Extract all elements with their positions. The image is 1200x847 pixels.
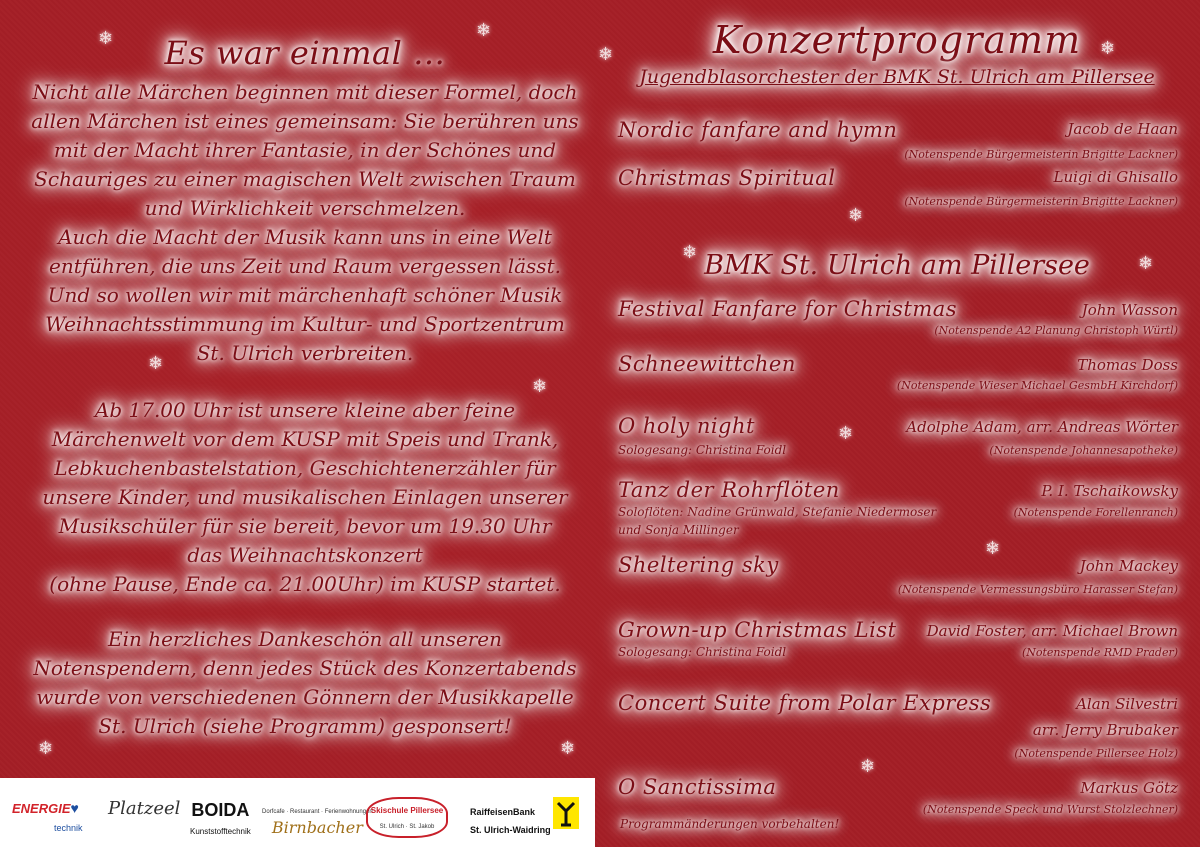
intro-title: Es war einmal …: [164, 34, 446, 72]
raiffeisen-gable-icon: [553, 797, 579, 829]
sponsor-bar: [0, 778, 595, 847]
piece-title: Christmas Spiritual: [618, 166, 836, 190]
platzeel-logo: [108, 798, 180, 819]
text-line: Auch die Macht der Musik kann uns in eine Welt: [58, 225, 552, 249]
birnbacher-name: Birnbacher: [271, 818, 363, 837]
program-list: [612, 0, 1182, 847]
text-line: St. Ulrich (siehe Programm) gesponsert!: [98, 714, 512, 738]
youth-orchestra-heading: Jugendblasorchester der BMK St. Ulrich am Pillersee: [639, 66, 1155, 88]
piece-composer: Luigi di Ghisallo: [1053, 168, 1178, 186]
boida-sub: Kunststofftechnik: [190, 827, 251, 836]
text-line: Notenspendern, denn jedes Stück des Konzertabends: [33, 656, 577, 680]
snowflake-icon: ❄: [598, 44, 614, 65]
piece-composer: Jacob de Haan: [1067, 120, 1178, 138]
energietechnik-sub: technik: [54, 823, 83, 833]
piece-composer: Adolphe Adam, arr. Andreas Wörter: [906, 418, 1178, 436]
piece-soloist: Soloflöten: Nadine Grünwald, Stefanie Niedermoser: [618, 505, 937, 519]
text-line: und Wirklichkeit verschmelzen.: [144, 196, 466, 220]
skischule-sub: St. Ulrich · St. Jakob: [379, 824, 435, 830]
text-line: Nicht alle Märchen beginnen mit dieser Formel, doch: [32, 80, 578, 104]
raiffeisen-cross-icon: [553, 797, 579, 829]
birnbacher-logo: [262, 800, 373, 838]
piece-title: Concert Suite from Polar Express: [618, 691, 992, 715]
piece-composer: John Mackey: [1079, 557, 1178, 575]
heart-icon: ♥: [70, 800, 79, 816]
birnbacher-tagline: Dorfcafe · Restaurant · Ferienwohnungen: [262, 809, 373, 815]
snowflake-icon: ❄: [1100, 38, 1116, 59]
piece-soloist: und Sonja Millinger: [618, 523, 739, 537]
snowflake-icon: ❄: [98, 28, 114, 49]
piece-title: Tanz der Rohrflöten: [618, 478, 840, 502]
piece-title: Festival Fanfare for Christmas: [618, 297, 958, 321]
raiffeisen-branch: St. Ulrich-Waidring: [470, 825, 551, 835]
text-line: Märchenwelt vor dem KUSP mit Speis und Trank,: [51, 427, 559, 451]
text-line: allen Märchen ist eines gemeinsam: Sie berühren uns: [31, 109, 579, 133]
intro-paragraph: [30, 78, 580, 368]
text-line: Weihnachtsstimmung im Kultur- und Sportzentrum: [45, 312, 565, 336]
piece-composer: Alan Silvestri: [1076, 695, 1178, 713]
energietechnik-name: ENERGIE: [12, 801, 71, 816]
program-title: Konzertprogramm: [712, 18, 1082, 62]
piece-soloist: Sologesang: Christina Foidl: [618, 645, 787, 659]
piece-donor: (Notenspende Speck und Wurst Stolzlechner): [922, 803, 1178, 816]
piece-donor: (Notenspende Bürgermeisterin Brigitte Lackner): [904, 148, 1178, 161]
snowflake-icon: ❄: [682, 242, 698, 263]
piece-donor: (Notenspende Pillersee Holz): [1014, 747, 1178, 760]
snowflake-icon: ❄: [148, 353, 164, 374]
energietechnik-logo: [12, 800, 83, 836]
piece-composer: Markus Götz: [1080, 779, 1178, 797]
snowflake-icon: ❄: [848, 205, 864, 226]
snowflake-icon: ❄: [532, 376, 548, 397]
piece-composer: David Foster, arr. Michael Brown: [926, 622, 1178, 640]
text-line: Musikschüler für sie bereit, bevor um 19.30 Uhr: [58, 514, 552, 538]
piece-title: Grown-up Christmas List: [618, 618, 897, 642]
piece-donor: (Notenspende RMD Prader): [1021, 646, 1178, 659]
text-line: St. Ulrich verbreiten.: [196, 341, 414, 365]
text-line: Ab 17.00 Uhr ist unsere kleine aber feine: [94, 398, 516, 422]
piece-donor: (Notenspende Vermessungsbüro Harasser Stefan): [897, 583, 1178, 596]
piece-title: Nordic fanfare and hymn: [618, 118, 898, 142]
piece-donor: (Notenspende Bürgermeisterin Brigitte Lackner): [904, 195, 1178, 208]
text-line: unsere Kinder, und musikalischen Einlagen unserer: [42, 485, 568, 509]
snowflake-icon: ❄: [560, 738, 576, 759]
piece-title: Sheltering sky: [618, 553, 779, 577]
event-paragraph: [30, 396, 580, 599]
piece-title: O Sanctissima: [618, 775, 777, 799]
snowflake-icon: ❄: [860, 756, 876, 777]
piece-composer: Thomas Doss: [1077, 356, 1178, 374]
raiffeisen-name: RaiffeisenBank: [470, 807, 536, 817]
piece-arranger: arr. Jerry Brubaker: [1032, 721, 1178, 739]
program-note: Programmänderungen vorbehalten!: [620, 817, 840, 831]
boida-logo: [190, 800, 251, 839]
skischule-name: Skischule Pillersee: [370, 806, 444, 815]
snowflake-icon: ❄: [838, 423, 854, 444]
intro-column: [30, 34, 580, 741]
piece-composer: P. I. Tschaikowsky: [1041, 482, 1178, 500]
band-heading: BMK St. Ulrich am Pillersee: [704, 250, 1090, 281]
raiffeisen-logo: [470, 802, 551, 838]
snowflake-icon: ❄: [38, 738, 54, 759]
text-line: Ein herzliches Dankeschön all unseren: [107, 627, 502, 651]
piece-title: Schneewittchen: [618, 352, 796, 376]
text-line: (ohne Pause, Ende ca. 21.00Uhr) im KUSP startet.: [49, 572, 561, 596]
text-line: das Weihnachtskonzert: [187, 543, 423, 567]
text-line: Schauriges zu einer magischen Welt zwischen Traum: [34, 167, 576, 191]
skischule-logo: [366, 797, 448, 838]
piece-donor: (Notenspende Wieser Michael GesmbH Kirchdorf): [896, 379, 1178, 392]
piece-donor: (Notenspende Johannesapotheke): [989, 444, 1178, 457]
piece-soloist: Sologesang: Christina Foidl: [618, 443, 787, 457]
piece-title: O holy night: [618, 414, 755, 438]
platzeel-name: Platzeel: [108, 798, 181, 819]
piece-donor: (Notenspende Forellenranch): [1013, 506, 1178, 519]
text-line: entführen, die uns Zeit und Raum vergessen lässt.: [49, 254, 561, 278]
text-line: mit der Macht ihrer Fantasie, in der Schönes und: [53, 138, 557, 162]
piece-composer: John Wasson: [1081, 301, 1178, 319]
boida-name: BOIDA: [191, 800, 250, 820]
snowflake-icon: ❄: [985, 538, 1001, 559]
text-line: Lebkuchenbastelstation, Geschichtenerzähler für: [54, 456, 556, 480]
snowflake-icon: ❄: [1138, 253, 1154, 274]
thanks-paragraph: [30, 625, 580, 741]
snowflake-icon: ❄: [476, 20, 492, 41]
text-line: Und so wollen wir mit märchenhaft schöner Musik: [47, 283, 563, 307]
text-line: wurde von verschiedenen Gönnern der Musikkapelle: [36, 685, 574, 709]
piece-donor: (Notenspende A2 Planung Christoph Würtl): [934, 324, 1178, 337]
